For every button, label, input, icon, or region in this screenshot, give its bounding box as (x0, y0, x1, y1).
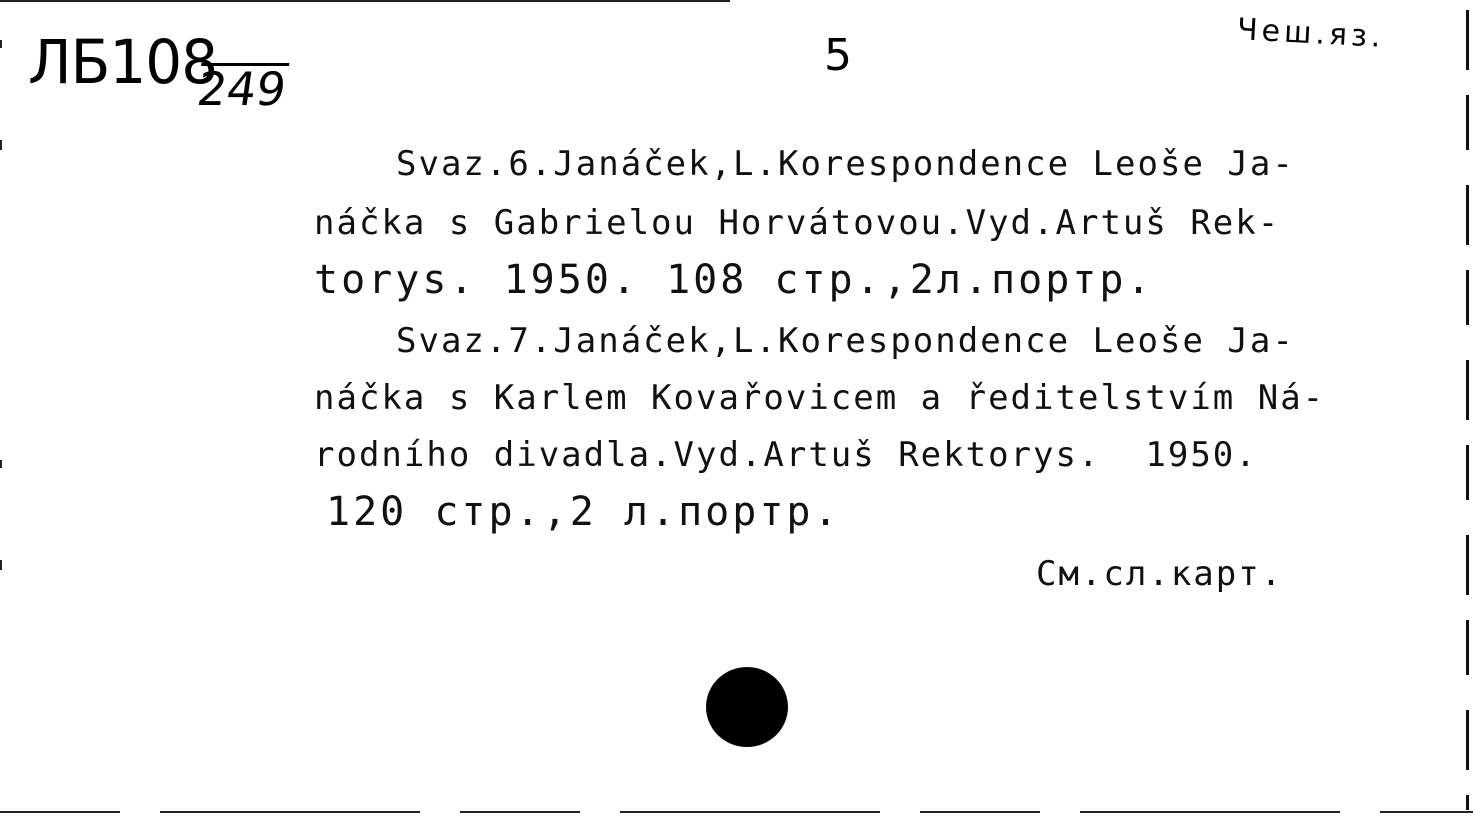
entry-1-line-2: náčka s Gabrielou Horvátovou.Vyd.Artuš Rek- (314, 203, 1281, 243)
entry-2-line-2: náčka s Karlem Kovařovicem a ředitelstvím Ná- (314, 378, 1326, 418)
scan-edge-left (0, 0, 2, 816)
entry-2-line-4: 120 стр.,2 л.портр. (326, 489, 841, 535)
entry-1-line-3: torys. 1950. 108 стр.,2л.портр. (314, 257, 1154, 303)
see-next-card: См.сл.карт. (1036, 554, 1284, 594)
shelf-mark: ЛБ108 (28, 26, 218, 98)
entry-1-line-1: Svaz.6.Janáček,L.Korespondence Leoše Ja- (396, 144, 1295, 184)
entry-2-line-3: rodního divadla.Vyd.Artuš Rektorys. 1950. (314, 435, 1258, 475)
scan-edge-top (0, 0, 730, 2)
language-note: Чеш.яз. (1236, 12, 1386, 55)
punch-hole (706, 667, 788, 747)
scan-edge-right (1466, 10, 1469, 810)
shelf-mark-sub: 249 (193, 62, 290, 116)
entry-2-line-1: Svaz.7.Janáček,L.Korespondence Leoše Ja- (396, 321, 1295, 361)
card-number: 5 (824, 30, 852, 81)
scan-edge-bottom (0, 811, 1473, 813)
